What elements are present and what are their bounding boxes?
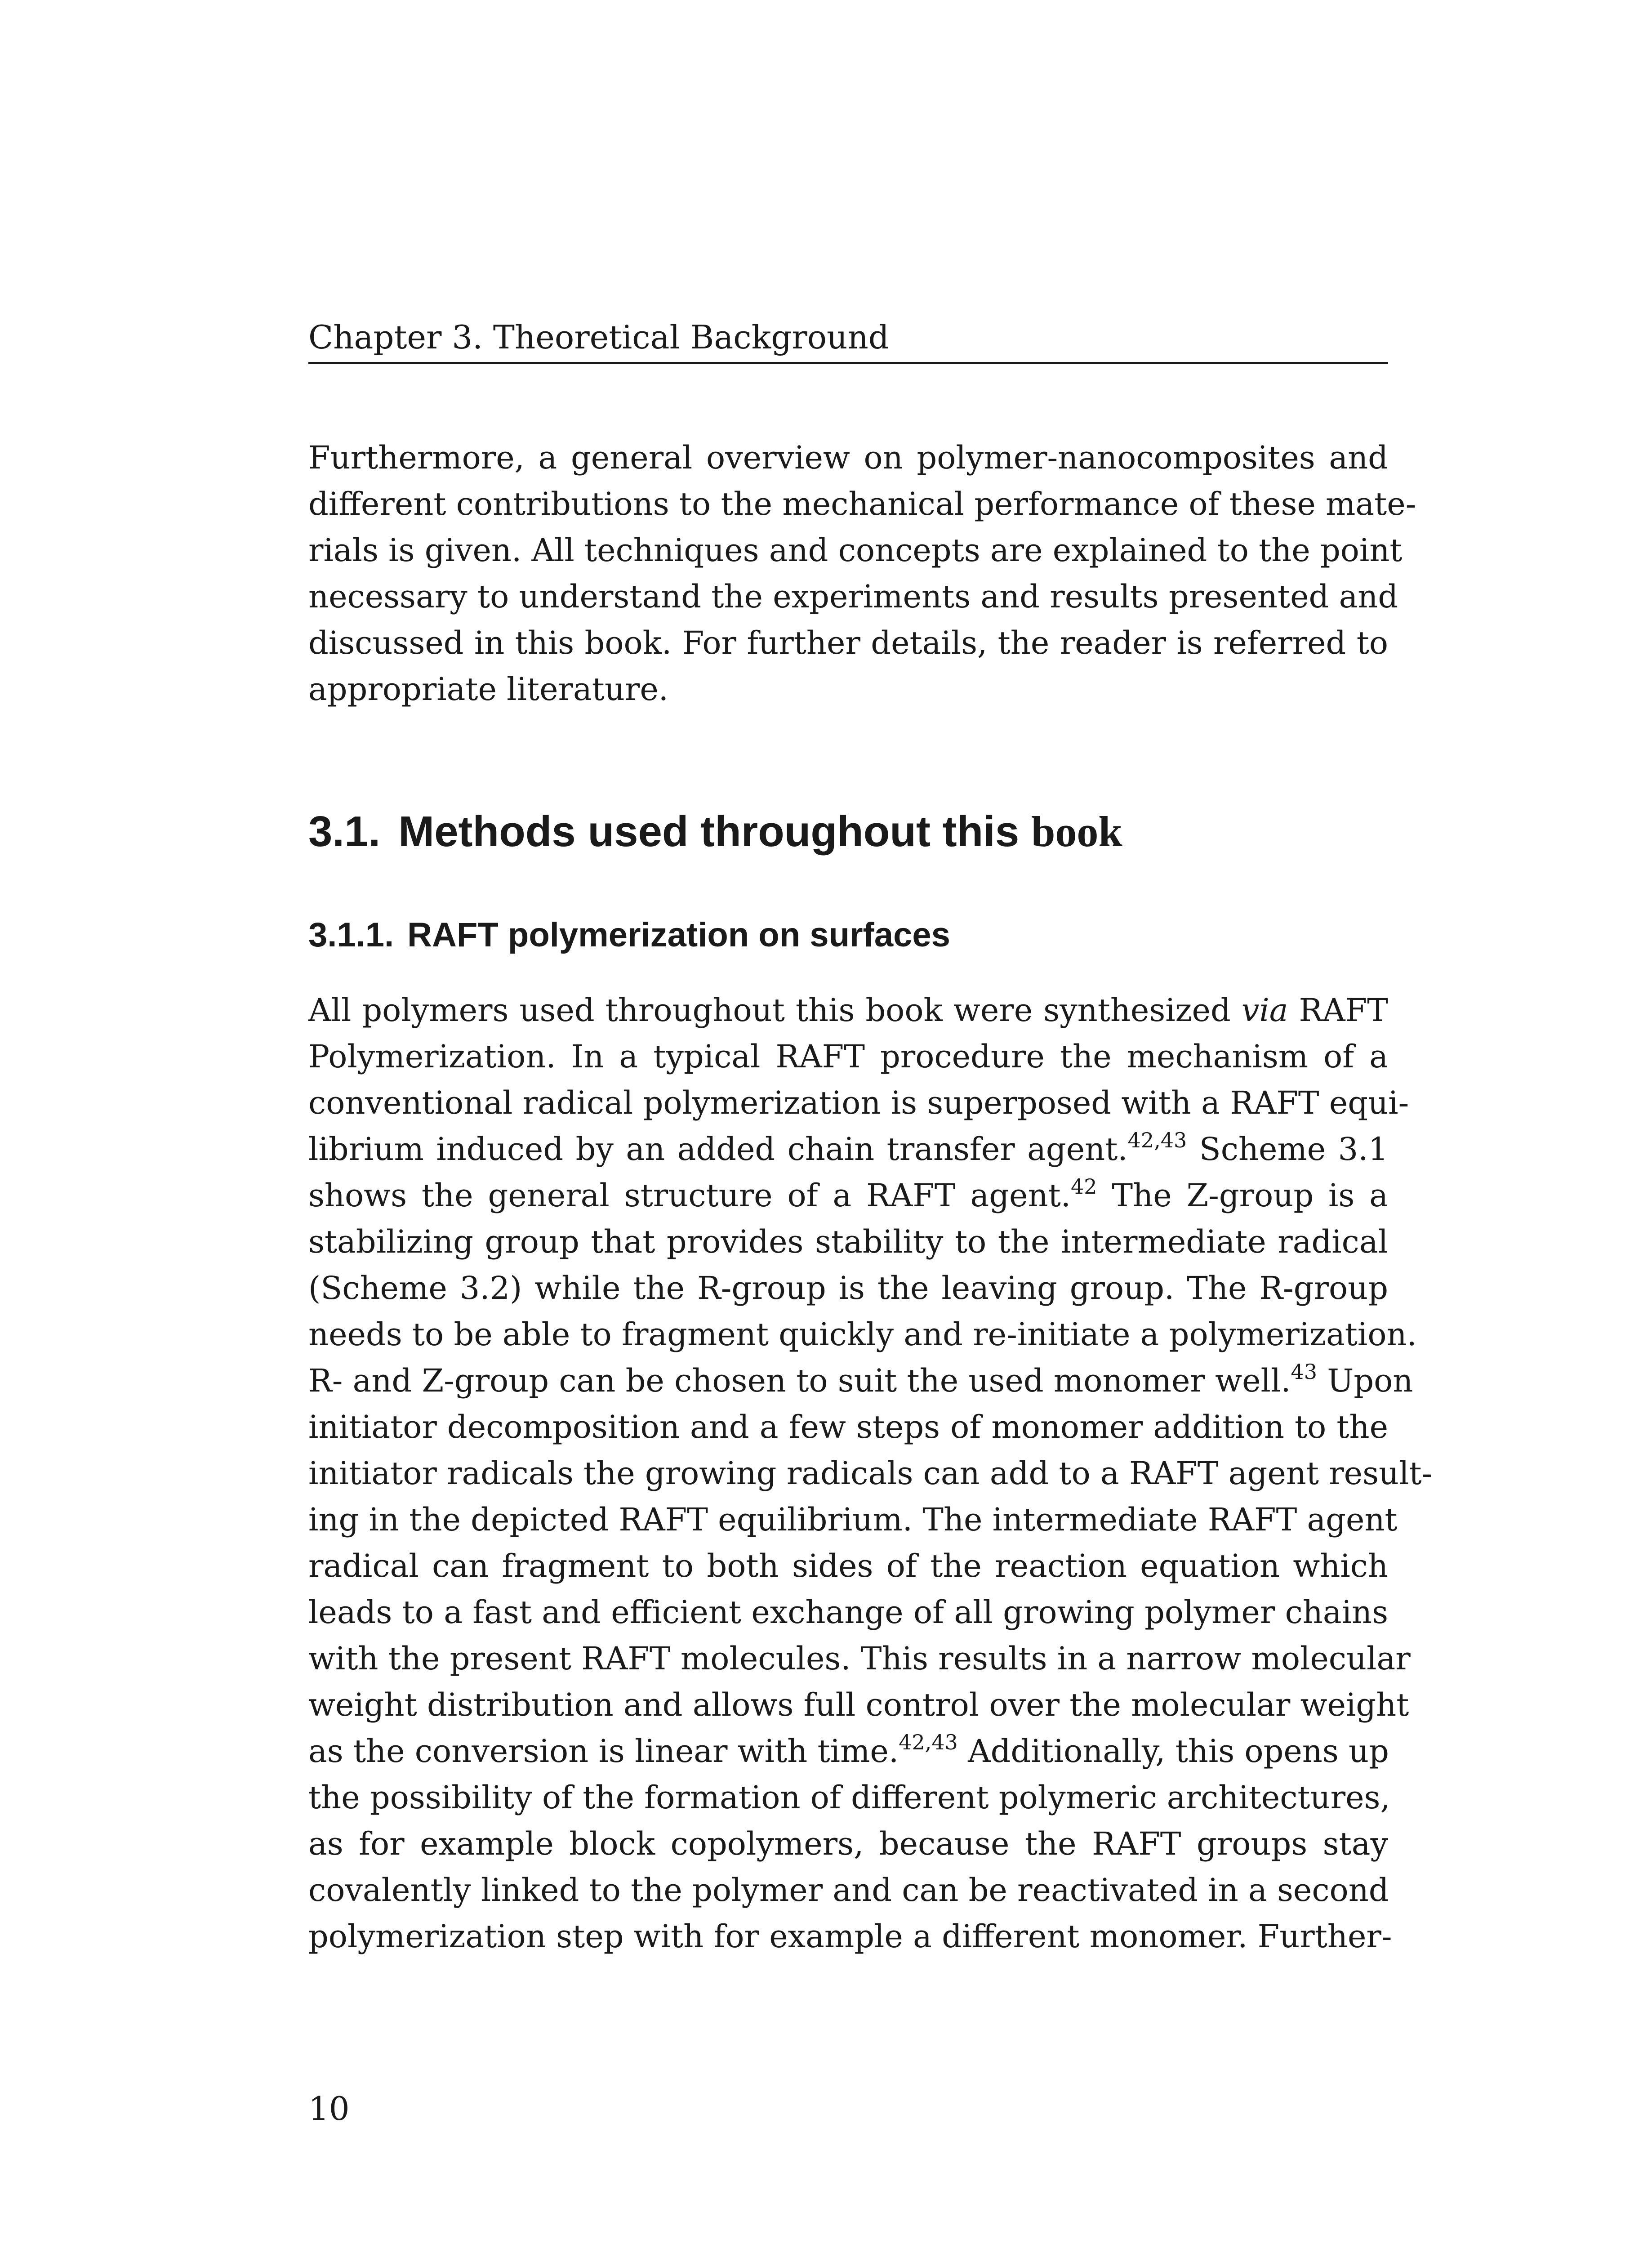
subsection-number: 3.1.1.: [308, 916, 394, 954]
intro-paragraph: [308, 435, 1416, 713]
text-line: as for example block copolymers, because the RAFT groups stay: [308, 1825, 1388, 1862]
citation-superscript: 43: [1291, 1360, 1318, 1384]
text-line: stabilizing group that provides stability to the intermediate radical: [308, 1223, 1388, 1260]
section-title-text: Methods used throughout this: [398, 807, 1020, 856]
text-line: initiator decomposition and a few steps of monomer addition to the: [308, 1409, 1388, 1445]
text-segment: Scheme 3.1: [1199, 1131, 1389, 1168]
running-head: Chapter 3. Theoretical Background: [308, 318, 889, 356]
page-number: 10: [308, 2090, 350, 2128]
subsection-title-text: RAFT polymerization on surfaces: [407, 916, 950, 954]
text-line: [308, 1173, 1388, 1219]
text-line: (Scheme 3.2) while the R-group is the leaving group. The R-group: [308, 1270, 1388, 1307]
italic-term: via: [1241, 992, 1288, 1029]
text-segment: shows the general structure of a RAFT agent.: [308, 1177, 1071, 1214]
header-rule: [308, 362, 1388, 364]
text-segment: as the conversion is linear with time.: [308, 1733, 899, 1770]
text-segment: RAFT: [1299, 992, 1388, 1029]
text-line: initiator radicals the growing radicals can add to a RAFT agent result-: [308, 1455, 1433, 1492]
text-line: [308, 1728, 1388, 1775]
text-line: needs to be able to fragment quickly and re-initiate a polymerization.: [308, 1316, 1417, 1353]
body-paragraph: [308, 987, 1433, 1960]
text-line: discussed in this book. For further details, the reader is referred to: [308, 624, 1388, 661]
text-line: Polymerization. In a typical RAFT procedure the mechanism of a: [308, 1038, 1388, 1075]
text-line: covalently linked to the polymer and can be reactivated in a second: [308, 1872, 1389, 1909]
text-segment: All polymers used throughout this book were synthesized: [308, 992, 1231, 1029]
text-line: the possibility of the formation of different polymeric architectures,: [308, 1779, 1390, 1816]
text-line: [308, 1358, 1413, 1404]
citation-superscript: 42,43: [899, 1730, 958, 1754]
text-line: with the present RAFT molecules. This results in a narrow molecular: [308, 1640, 1411, 1677]
text-line: Furthermore, a general overview on polymer-nanocomposites and: [308, 439, 1388, 476]
citation-superscript: 42: [1070, 1174, 1097, 1199]
text-line: [308, 987, 1388, 1034]
text-line: appropriate literature.: [308, 671, 669, 708]
text-line: rials is given. All techniques and concepts are explained to the point: [308, 532, 1403, 569]
text-line: necessary to understand the experiments and results presented and: [308, 578, 1398, 615]
subsection-heading: [308, 913, 1388, 958]
text-segment: librium induced by an added chain transfer agent.: [308, 1131, 1128, 1168]
text-line: ing in the depicted RAFT equilibrium. The intermediate RAFT agent: [308, 1501, 1398, 1538]
citation-superscript: 42,43: [1127, 1128, 1187, 1152]
text-segment: The Z-group is a: [1112, 1177, 1388, 1214]
text-line: weight distribution and allows full control over the molecular weight: [308, 1686, 1409, 1723]
section-title-end: book: [1031, 807, 1122, 856]
section-number: 3.1.: [308, 807, 381, 856]
section-heading: [308, 805, 1388, 859]
text-segment: R- and Z-group can be chosen to suit the used monomer well.: [308, 1362, 1291, 1399]
text-segment: Upon: [1327, 1362, 1413, 1399]
text-line: different contributions to the mechanical performance of these mate-: [308, 486, 1416, 522]
text-line: conventional radical polymerization is superposed with a RAFT equi-: [308, 1084, 1409, 1121]
text-line: polymerization step with for example a different monomer. Further-: [308, 1918, 1392, 1955]
text-line: leads to a fast and efficient exchange of all growing polymer chains: [308, 1594, 1388, 1631]
text-line: radical can fragment to both sides of the reaction equation which: [308, 1548, 1388, 1584]
text-segment: Additionally, this opens up: [968, 1733, 1389, 1770]
text-line: [308, 1126, 1388, 1173]
